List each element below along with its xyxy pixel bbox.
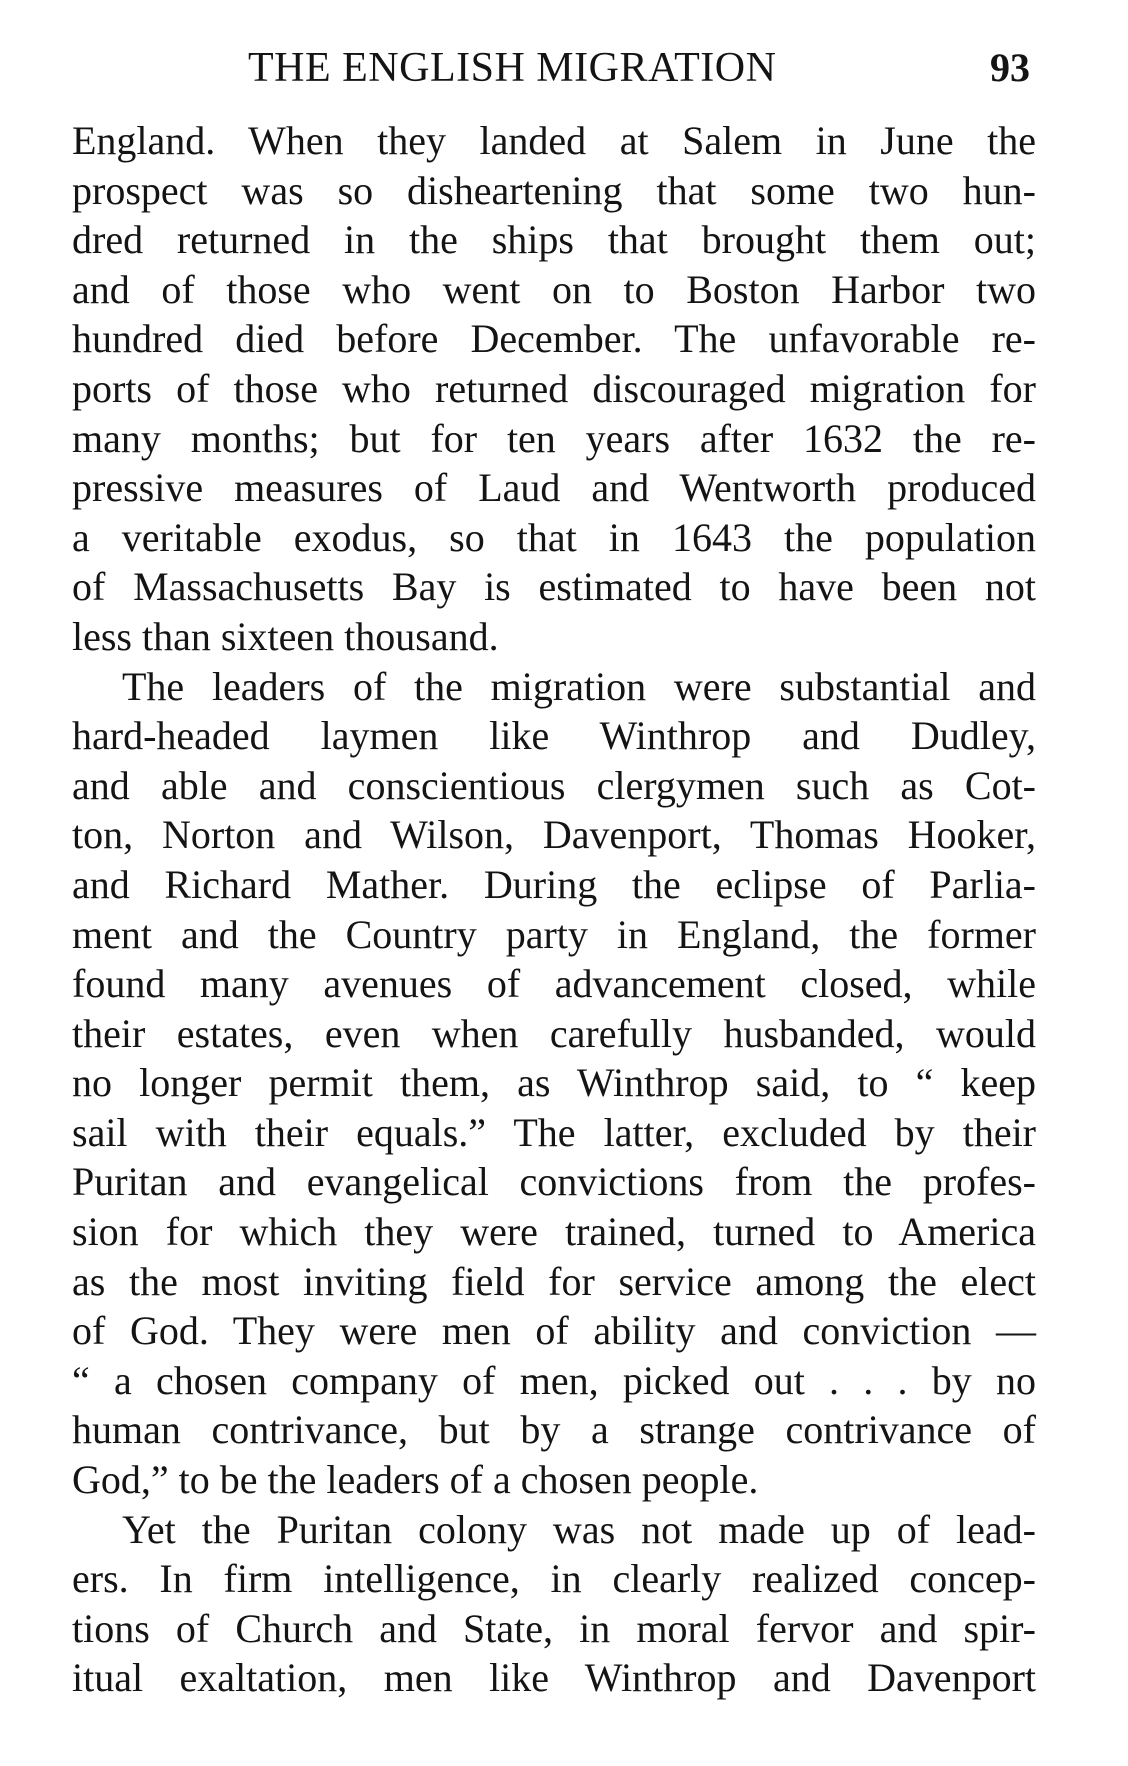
paragraph-end-line: less than sixteen thousand. bbox=[72, 613, 499, 659]
text-line: England. When they landed at Salem in June the bbox=[72, 118, 1036, 163]
page-number: 93 bbox=[990, 45, 1030, 90]
text-line: human contrivance, but by a strange contrivance of bbox=[72, 1407, 1036, 1453]
text-line: many months; but for ten years after 1632 the re- bbox=[72, 415, 1036, 461]
text-line: ers. In firm intelligence, in clearly realized concep- bbox=[72, 1556, 1036, 1602]
text-line: of God. They were men of ability and conviction — bbox=[72, 1308, 1036, 1354]
running-title: THE ENGLISH MIGRATION bbox=[248, 45, 777, 91]
text-line: tions of Church and State, in moral fervor and spir- bbox=[72, 1605, 1036, 1651]
text-line: sion for which they were trained, turned to America bbox=[72, 1209, 1036, 1255]
text-line: hard-headed laymen like Winthrop and Dudley, bbox=[72, 713, 1036, 759]
text-line: “ a chosen company of men, picked out . . . by no bbox=[72, 1357, 1036, 1403]
text-line: found many avenues of advancement closed, while bbox=[72, 961, 1036, 1007]
text-line: pressive measures of Laud and Wentworth produced bbox=[72, 465, 1036, 511]
text-line: a veritable exodus, so that in 1643 the population bbox=[72, 514, 1036, 560]
text-line: as the most inviting field for service among the elect bbox=[72, 1258, 1036, 1304]
paragraph-start-line: The leaders of the migration were substantial and bbox=[122, 663, 1036, 709]
text-line: ports of those who returned discouraged migration for bbox=[72, 365, 1036, 411]
text-line: ton, Norton and Wilson, Davenport, Thomas Hooker, bbox=[72, 812, 1036, 858]
text-line: itual exaltation, men like Winthrop and Davenport bbox=[72, 1655, 1036, 1701]
paragraph-start-line: Yet the Puritan colony was not made up of lead- bbox=[122, 1506, 1036, 1552]
text-line: and Richard Mather. During the eclipse of Parlia- bbox=[72, 861, 1036, 907]
text-line: dred returned in the ships that brought them out; bbox=[72, 217, 1036, 263]
text-line: and able and conscientious clergymen such as Cot- bbox=[72, 762, 1036, 808]
text-line: their estates, even when carefully husbanded, would bbox=[72, 1010, 1036, 1056]
body-text bbox=[72, 116, 1036, 1703]
running-head bbox=[0, 38, 1128, 98]
text-line: Puritan and evangelical convictions from the profes- bbox=[72, 1159, 1036, 1205]
paragraph-end-line: God,” to be the leaders of a chosen people. bbox=[72, 1457, 759, 1503]
text-line: sail with their equals.” The latter, excluded by their bbox=[72, 1109, 1036, 1155]
text-line: ment and the Country party in England, the former bbox=[72, 911, 1036, 957]
text-line: no longer permit them, as Winthrop said, to “ keep bbox=[72, 1060, 1036, 1106]
text-line: hundred died before December. The unfavorable re- bbox=[72, 316, 1036, 362]
text-line: of Massachusetts Bay is estimated to have been not bbox=[72, 564, 1036, 610]
text-line: and of those who went on to Boston Harbor two bbox=[72, 266, 1036, 312]
text-line: prospect was so disheartening that some two hun- bbox=[72, 167, 1036, 213]
